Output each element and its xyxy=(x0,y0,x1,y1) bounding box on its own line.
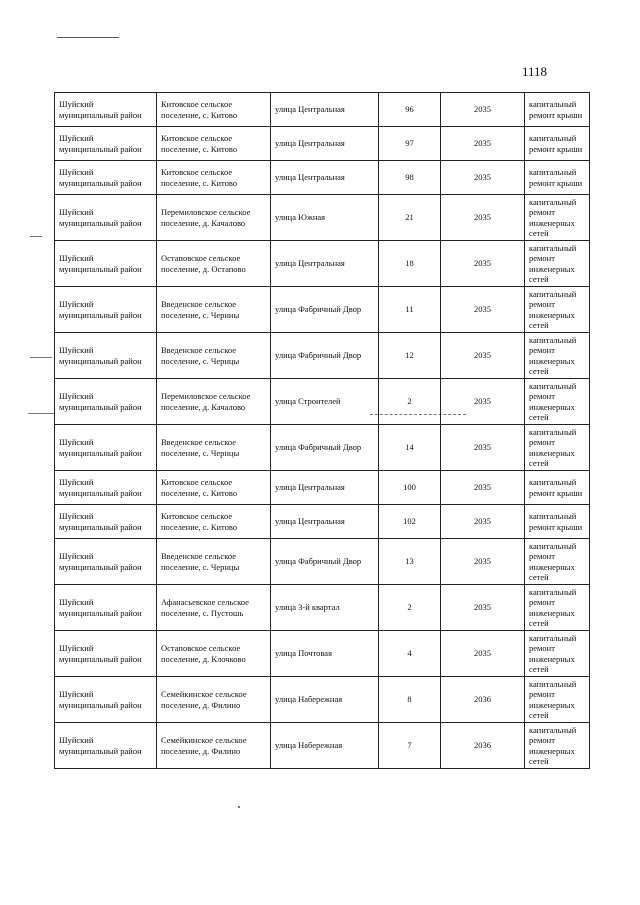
settlement-cell: Китовское сельское поселение, с. Китово xyxy=(157,505,271,539)
work-type-cell: капитальный ремонт инженерных сетей xyxy=(525,425,590,471)
district-cell: Шуйский муниципальный район xyxy=(55,127,157,161)
table-row xyxy=(55,93,590,127)
work-type-cell: капитальный ремонт крыши xyxy=(525,505,590,539)
house-number-cell: 4 xyxy=(379,631,441,677)
work-type-cell: капитальный ремонт крыши xyxy=(525,127,590,161)
house-number-cell: 2 xyxy=(379,379,441,425)
settlement-cell: Введенское сельское поселение, с. Чернцы xyxy=(157,425,271,471)
year-cell: 2035 xyxy=(441,471,525,505)
street-cell: улица Центральная xyxy=(271,241,379,287)
street-cell: улица Южная xyxy=(271,195,379,241)
house-number-cell: 14 xyxy=(379,425,441,471)
settlement-cell: Китовское сельское поселение, с. Китово xyxy=(157,93,271,127)
year-cell: 2035 xyxy=(441,379,525,425)
table-row xyxy=(55,677,590,723)
year-cell: 2035 xyxy=(441,333,525,379)
house-number-cell: 2 xyxy=(379,585,441,631)
district-cell: Шуйский муниципальный район xyxy=(55,723,157,769)
settlement-cell: Перемиловское сельское поселение, д. Качалово xyxy=(157,379,271,425)
settlement-cell: Семейкинское сельское поселение, д. Филино xyxy=(157,723,271,769)
registry-table xyxy=(54,92,590,769)
year-cell: 2035 xyxy=(441,93,525,127)
house-number-cell: 100 xyxy=(379,471,441,505)
year-cell: 2036 xyxy=(441,723,525,769)
work-type-cell: капитальный ремонт инженерных сетей xyxy=(525,677,590,723)
year-cell: 2035 xyxy=(441,585,525,631)
street-cell: улица Строителей xyxy=(271,379,379,425)
settlement-cell: Перемиловское сельское поселение, д. Качалово xyxy=(157,195,271,241)
year-cell: 2035 xyxy=(441,161,525,195)
settlement-cell: Остаповское сельское поселение, д. Остапово xyxy=(157,241,271,287)
district-cell: Шуйский муниципальный район xyxy=(55,379,157,425)
work-type-cell: капитальный ремонт инженерных сетей xyxy=(525,241,590,287)
district-cell: Шуйский муниципальный район xyxy=(55,195,157,241)
table-row xyxy=(55,333,590,379)
settlement-cell: Китовское сельское поселение, с. Китово xyxy=(157,127,271,161)
district-cell: Шуйский муниципальный район xyxy=(55,241,157,287)
margin-mark xyxy=(30,357,52,358)
district-cell: Шуйский муниципальный район xyxy=(55,93,157,127)
district-cell: Шуйский муниципальный район xyxy=(55,677,157,723)
work-type-cell: капитальный ремонт инженерных сетей xyxy=(525,195,590,241)
work-type-cell: капитальный ремонт инженерных сетей xyxy=(525,379,590,425)
table-row xyxy=(55,127,590,161)
house-number-cell: 12 xyxy=(379,333,441,379)
settlement-cell: Китовское сельское поселение, с. Китово xyxy=(157,161,271,195)
work-type-cell: капитальный ремонт инженерных сетей xyxy=(525,333,590,379)
table-row xyxy=(55,585,590,631)
margin-mark xyxy=(28,413,54,414)
street-cell: улица Фабричный Двор xyxy=(271,539,379,585)
settlement-cell: Введенское сельское поселение, с. Чернцы xyxy=(157,333,271,379)
work-type-cell: капитальный ремонт инженерных сетей xyxy=(525,539,590,585)
house-number-cell: 102 xyxy=(379,505,441,539)
year-cell: 2035 xyxy=(441,631,525,677)
year-cell: 2036 xyxy=(441,677,525,723)
work-type-cell: капитальный ремонт крыши xyxy=(525,93,590,127)
district-cell: Шуйский муниципальный район xyxy=(55,161,157,195)
district-cell: Шуйский муниципальный район xyxy=(55,585,157,631)
table-row xyxy=(55,425,590,471)
street-cell: улица Фабричный Двор xyxy=(271,425,379,471)
district-cell: Шуйский муниципальный район xyxy=(55,333,157,379)
table-row xyxy=(55,539,590,585)
street-cell: улица Почтовая xyxy=(271,631,379,677)
street-cell: улица Центральная xyxy=(271,127,379,161)
year-cell: 2035 xyxy=(441,425,525,471)
district-cell: Шуйский муниципальный район xyxy=(55,471,157,505)
scan-speck xyxy=(238,806,240,808)
house-number-cell: 98 xyxy=(379,161,441,195)
house-number-cell: 96 xyxy=(379,93,441,127)
settlement-cell: Введенское сельское поселение, с. Чернцы xyxy=(157,539,271,585)
settlement-cell: Китовское сельское поселение, с. Китово xyxy=(157,471,271,505)
district-cell: Шуйский муниципальный район xyxy=(55,287,157,333)
table-row xyxy=(55,471,590,505)
settlement-cell: Афанасьевское сельское поселение, с. Пустошь xyxy=(157,585,271,631)
street-cell: улица Фабричный Двор xyxy=(271,333,379,379)
house-number-cell: 11 xyxy=(379,287,441,333)
street-cell: улица 3-й квартал xyxy=(271,585,379,631)
house-number-cell: 21 xyxy=(379,195,441,241)
house-number-cell: 8 xyxy=(379,677,441,723)
district-cell: Шуйский муниципальный район xyxy=(55,631,157,677)
street-cell: улица Центральная xyxy=(271,93,379,127)
page-number: 1118 xyxy=(522,64,548,79)
year-cell: 2035 xyxy=(441,127,525,161)
work-type-cell: капитальный ремонт инженерных сетей xyxy=(525,631,590,677)
street-cell: улица Центральная xyxy=(271,161,379,195)
district-cell: Шуйский муниципальный район xyxy=(55,539,157,585)
settlement-cell: Введенское сельское поселение, с. Черниы xyxy=(157,287,271,333)
work-type-cell: капитальный ремонт инженерных сетей xyxy=(525,585,590,631)
district-cell: Шуйский муниципальный район xyxy=(55,505,157,539)
year-cell: 2035 xyxy=(441,241,525,287)
house-number-cell: 97 xyxy=(379,127,441,161)
settlement-cell: Остаповское сельское поселение, д. Клочково xyxy=(157,631,271,677)
year-cell: 2035 xyxy=(441,287,525,333)
street-cell: улица Центральная xyxy=(271,471,379,505)
table-row xyxy=(55,723,590,769)
table-row xyxy=(55,195,590,241)
table-row xyxy=(55,505,590,539)
table-row xyxy=(55,287,590,333)
house-number-cell: 18 xyxy=(379,241,441,287)
year-cell: 2035 xyxy=(441,505,525,539)
top-rule xyxy=(57,37,119,38)
street-cell: улица Центральная xyxy=(271,505,379,539)
work-type-cell: капитальный ремонт крыши xyxy=(525,161,590,195)
table-row xyxy=(55,631,590,677)
settlement-cell: Семейкинское сельское поселение, д. Филино xyxy=(157,677,271,723)
street-cell: улица Фабричный Двор xyxy=(271,287,379,333)
work-type-cell: капитальный ремонт крыши xyxy=(525,471,590,505)
house-number-cell: 7 xyxy=(379,723,441,769)
table-body xyxy=(55,93,590,769)
street-cell: улица Набережная xyxy=(271,723,379,769)
district-cell: Шуйский муниципальный район xyxy=(55,425,157,471)
table-row xyxy=(55,241,590,287)
work-type-cell: капитальный ремонт инженерных сетей xyxy=(525,287,590,333)
margin-mark xyxy=(30,236,42,237)
year-cell: 2035 xyxy=(441,195,525,241)
table-row xyxy=(55,161,590,195)
street-cell: улица Набережная xyxy=(271,677,379,723)
house-number-cell: 13 xyxy=(379,539,441,585)
work-type-cell: капитальный ремонт инженерных сетей xyxy=(525,723,590,769)
year-cell: 2035 xyxy=(441,539,525,585)
table-row xyxy=(55,379,590,425)
